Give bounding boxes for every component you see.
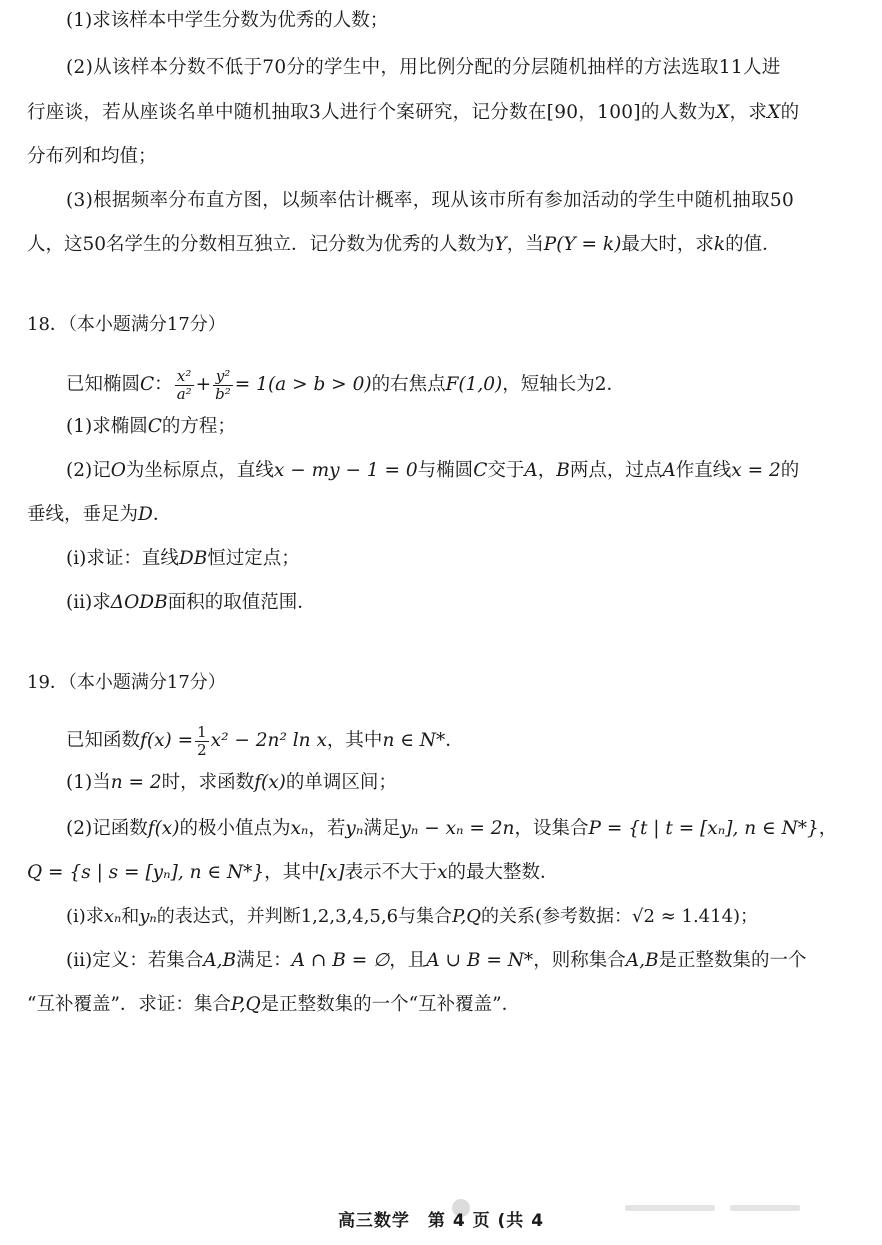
q18-heading: 18．（本小题满分17分） — [27, 314, 226, 335]
t: 时，求函数 — [161, 772, 255, 793]
var-A: A — [662, 460, 676, 481]
var-xn: xₙ — [103, 906, 122, 927]
q17-part3-text-c: ，当 — [506, 234, 544, 255]
var-C: C — [473, 460, 488, 481]
frac-den: 2 — [197, 740, 207, 759]
sets-AB: A,B — [203, 950, 237, 971]
t: ，其中 — [264, 862, 320, 883]
q17-part3-text-a: (3)根据频率分布直方图，以频率估计概率，现从该市所有参加活动的学生中随机抽取50 — [66, 190, 795, 211]
q18-intro-text-a: 已知椭圆 — [66, 374, 141, 395]
sets-PQ: P,Q — [452, 906, 482, 927]
t: 的极小值点为 — [179, 818, 291, 839]
t: 交于 — [487, 460, 525, 481]
set-Q: Q = {s | s = [yₙ], n ∈ N*} — [27, 862, 265, 883]
n-eq-2: n = 2 — [110, 772, 162, 793]
fraction-y2-b2 — [213, 368, 233, 403]
eq-yn-xn: yₙ − xₙ = 2n — [400, 818, 515, 839]
t: ， — [818, 818, 838, 839]
t: 恒过定点； — [207, 548, 300, 569]
t: 满足： — [236, 950, 292, 971]
q17-part2-line1 — [66, 55, 781, 81]
var-k: k — [713, 234, 726, 255]
prob-expr: P(Y = k) — [543, 234, 622, 255]
t: (ⅱ)定义：若集合 — [66, 950, 204, 971]
q19-sub-ii-line1 — [66, 948, 807, 974]
q17-part2-text-e: 分布列和均值； — [27, 146, 157, 167]
var-B: B — [556, 460, 570, 481]
var-yn: yₙ — [139, 906, 157, 927]
t: 是正整数集的一个“互补覆盖”． — [260, 994, 521, 1015]
frac-den: b² — [215, 384, 231, 403]
t: (ⅰ)求 — [66, 906, 104, 927]
func-f: f(x) = — [140, 730, 194, 751]
t: 的 — [780, 460, 800, 481]
t: ，若 — [308, 818, 346, 839]
t: (1)当 — [66, 772, 111, 793]
fraction-one-half — [195, 724, 209, 759]
sets-PQ: P,Q — [230, 994, 261, 1015]
q19-part2-line1 — [66, 816, 837, 842]
t: ． — [445, 730, 464, 751]
q19-part1 — [66, 770, 397, 796]
var-X: X — [716, 102, 730, 123]
t: (ⅰ)求证：直线 — [66, 548, 179, 569]
var-C: C — [140, 374, 155, 395]
t: 的表达式，并判断1,2,3,4,5,6与集合 — [156, 906, 453, 927]
q18-part1-text-a: (1)求椭圆 — [66, 416, 148, 437]
q17-part1 — [66, 8, 388, 34]
q19-intro — [66, 718, 464, 764]
q19-heading: 19．（本小题满分17分） — [27, 672, 226, 693]
q18-intro — [66, 362, 625, 408]
var-x: x — [437, 862, 448, 883]
q17-part3-line2 — [27, 232, 781, 258]
plus-sign: + — [195, 374, 212, 395]
q18-part2-line2 — [27, 502, 171, 528]
t: 已知函数 — [66, 730, 141, 751]
t: ， — [537, 460, 557, 481]
floor-x: [x] — [319, 862, 345, 883]
q17-part3-text-b: 人，这50名学生的分数相互独立．记分数为优秀的人数为 — [27, 234, 495, 255]
var-O: O — [110, 460, 126, 481]
var-Y: Y — [494, 234, 507, 255]
fraction-x2-a2 — [175, 368, 194, 403]
q18-part1 — [66, 414, 236, 440]
frac-den: a² — [176, 384, 192, 403]
focus-F: F(1,0) — [445, 374, 503, 395]
t: )； — [733, 906, 759, 927]
q18-part2-line1 — [66, 458, 799, 484]
t: 的关系(参考数据： — [481, 906, 633, 927]
var-D: D — [138, 504, 153, 525]
t: ． — [152, 504, 172, 525]
t: ，设集合 — [514, 818, 589, 839]
t: 的最大整数． — [447, 862, 559, 883]
q19-part2-line2 — [27, 860, 559, 886]
q17-part3-line1 — [66, 188, 794, 214]
line-x2: x = 2 — [731, 460, 781, 481]
q17-part2-line3 — [27, 144, 157, 170]
ellipse-condition: = 1(a > b > 0) — [234, 374, 372, 395]
q17-part2-text-c: ，求 — [729, 102, 768, 123]
q17-part2-text-d: 的 — [780, 102, 800, 123]
q17-part3-text-d: 最大时，求 — [621, 234, 714, 255]
var-yn: yₙ — [345, 818, 364, 839]
q17-part3-text-e: 的值． — [725, 234, 781, 255]
q17-part2-text-a: (2)从该样本分数不低于70分的学生中，用比例分配的分层随机抽样的方法选取11人进 — [66, 57, 781, 78]
t: 垂线，垂足为 — [27, 504, 139, 525]
t: (ⅱ)求 — [66, 592, 111, 613]
q18-part1-text-b: 的方程； — [161, 416, 236, 437]
q19-sub-ii-line2 — [27, 992, 520, 1018]
sqrt2-approx: √2 ≈ 1.414 — [632, 906, 734, 927]
q17-part2-text-b: 行座谈，若从座谈名单中随机抽取3人进行个案研究，记分数在[90，100]的人数为 — [27, 102, 717, 123]
q17-part1-text: (1)求该样本中学生分数为优秀的人数； — [66, 10, 389, 31]
func-rest: x² − 2n² ln x — [210, 730, 327, 751]
intersection-empty: A ∩ B = ∅ — [291, 950, 390, 971]
t: (2)记 — [66, 460, 111, 481]
set-P: P = {t | t = [xₙ], n ∈ N*} — [588, 818, 819, 839]
t: 满足 — [363, 818, 401, 839]
t: ，其中 — [326, 730, 383, 751]
frac-num: y² — [215, 366, 231, 385]
frac-num: 1 — [197, 722, 207, 741]
t: 为坐标原点，直线 — [125, 460, 274, 481]
t: ，则称集合 — [533, 950, 626, 971]
t: 和 — [121, 906, 140, 927]
t: (2)记函数 — [66, 818, 148, 839]
line-eq: x − my − 1 = 0 — [273, 460, 418, 481]
line-DB: DB — [178, 548, 208, 569]
var-xn: xₙ — [290, 818, 309, 839]
sets-AB: A,B — [625, 950, 659, 971]
frac-num: x² — [176, 366, 192, 385]
q18-colon: ： — [154, 374, 173, 395]
n-in-N: n ∈ N* — [382, 730, 446, 751]
q17-part2-line2 — [27, 100, 799, 126]
func-f: f(x) — [147, 818, 180, 839]
t: ，且 — [389, 950, 427, 971]
q18-sub-ii — [66, 590, 316, 616]
t: 的单调区间； — [285, 772, 397, 793]
q18-sub-i — [66, 546, 300, 572]
q18-intro-text-b: 的右焦点 — [371, 374, 446, 395]
t: “互补覆盖”．求证：集合 — [27, 994, 231, 1015]
t: 是正整数集的一个 — [658, 950, 807, 971]
t: 面积的取值范围． — [167, 592, 316, 613]
func-f: f(x) — [254, 772, 286, 793]
t: 两点，过点 — [569, 460, 663, 481]
q19-sub-i — [66, 904, 758, 930]
union-N: A ∪ B = N* — [426, 950, 534, 971]
var-A: A — [524, 460, 538, 481]
page-footer: 高三数学 第 4 页 (共 4 — [337, 1211, 545, 1231]
q18-intro-text-c: ，短轴长为2． — [502, 374, 626, 395]
var-X: X — [767, 102, 781, 123]
t: 作直线 — [675, 460, 732, 481]
t: 与椭圆 — [417, 460, 474, 481]
triangle-ODB: ΔODB — [110, 592, 168, 613]
var-C: C — [147, 416, 162, 437]
t: 表示不大于 — [344, 862, 438, 883]
